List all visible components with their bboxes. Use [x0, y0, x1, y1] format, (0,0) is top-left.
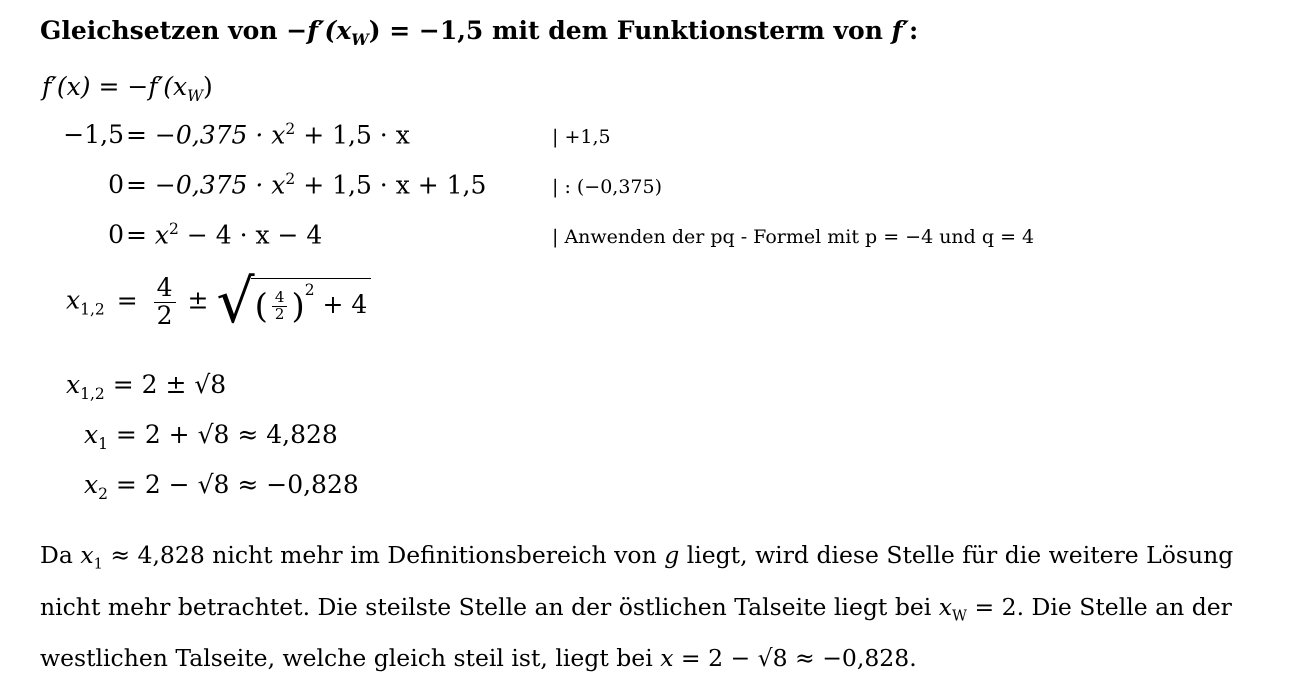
equation-tail: ) [203, 72, 213, 101]
pq-pm: ± [187, 285, 209, 315]
equation-row-2 [0, 170, 1294, 214]
pq-lhs-sub: 1,2 [80, 300, 105, 319]
equation-rhs: = $-0,375 \cdot x^2 + 1,5 \cdot x$ [126, 120, 410, 150]
heading-text: Gleichsetzen von [40, 16, 287, 45]
equation-row-1 [0, 120, 1294, 164]
equation-text: f′(x) = −f′(x [42, 72, 188, 101]
equation-row-0 [42, 72, 213, 105]
pq-formula: $x_{1,2}$ = $\frac{4}{2}$ ± √( $\frac{4}{2}$ )$^2$ + 4 [66, 272, 371, 332]
equation-rhs: = $-0,375 \cdot x^2 + 1,5 \cdot x + 1,5$ [126, 170, 487, 200]
equation-rhs: = $x^2 - 4 \cdot x - 4$ [126, 220, 323, 250]
equation-note: | : (−0,375) [552, 176, 663, 198]
equation-sub: W [187, 87, 204, 105]
conclusion-paragraph: Da $x_1 \approx 4,828$ nicht mehr im Definitionsbereich von g liegt, wird diese Stelle für die weitere Lösung nicht mehr betrachtet. Die steilste Stelle an der östlichen Talseite liegt bei $x_W = 2$. Die Stelle an der westlichen Talseite, welche gleich steil ist, liegt bei x = 2 − √8 ≈ −0,828. [40, 541, 1234, 673]
pq-sqrt: √( $\frac{4}{2}$ )$^2$ + 4 [216, 272, 371, 332]
equation-note: | +1,5 [552, 126, 611, 148]
heading-math-tail: ) = −1,5 [368, 16, 484, 45]
result-row-0: $x_{1,2} = 2 \pm √8$ [66, 370, 227, 403]
heading-math: −f′(x [286, 16, 352, 45]
equation-note: | Anwenden der pq - Formel mit p = −4 und q = 4 [552, 226, 1035, 248]
equation-lhs: 0 [108, 220, 124, 249]
pq-fraction: $\frac{4}{2}$ [154, 275, 176, 329]
heading-fname: f′ [891, 16, 909, 45]
result-row-2: $x_2 = 2 - √8 \approx -0,828$ [84, 470, 359, 503]
equation-lhs: 0 [108, 170, 124, 199]
equation-lhs: −1,5 [63, 120, 124, 149]
equation-row-3 [0, 220, 1294, 264]
heading-math-sub: W [351, 30, 369, 49]
pq-lhs: x [66, 285, 81, 315]
section-heading [40, 16, 918, 49]
result-row-1: $x_1 = 2 + √8 \approx 4,828$ [84, 420, 338, 453]
heading-colon: : [908, 16, 919, 45]
heading-middle: mit dem Funktionsterm von [483, 16, 892, 45]
